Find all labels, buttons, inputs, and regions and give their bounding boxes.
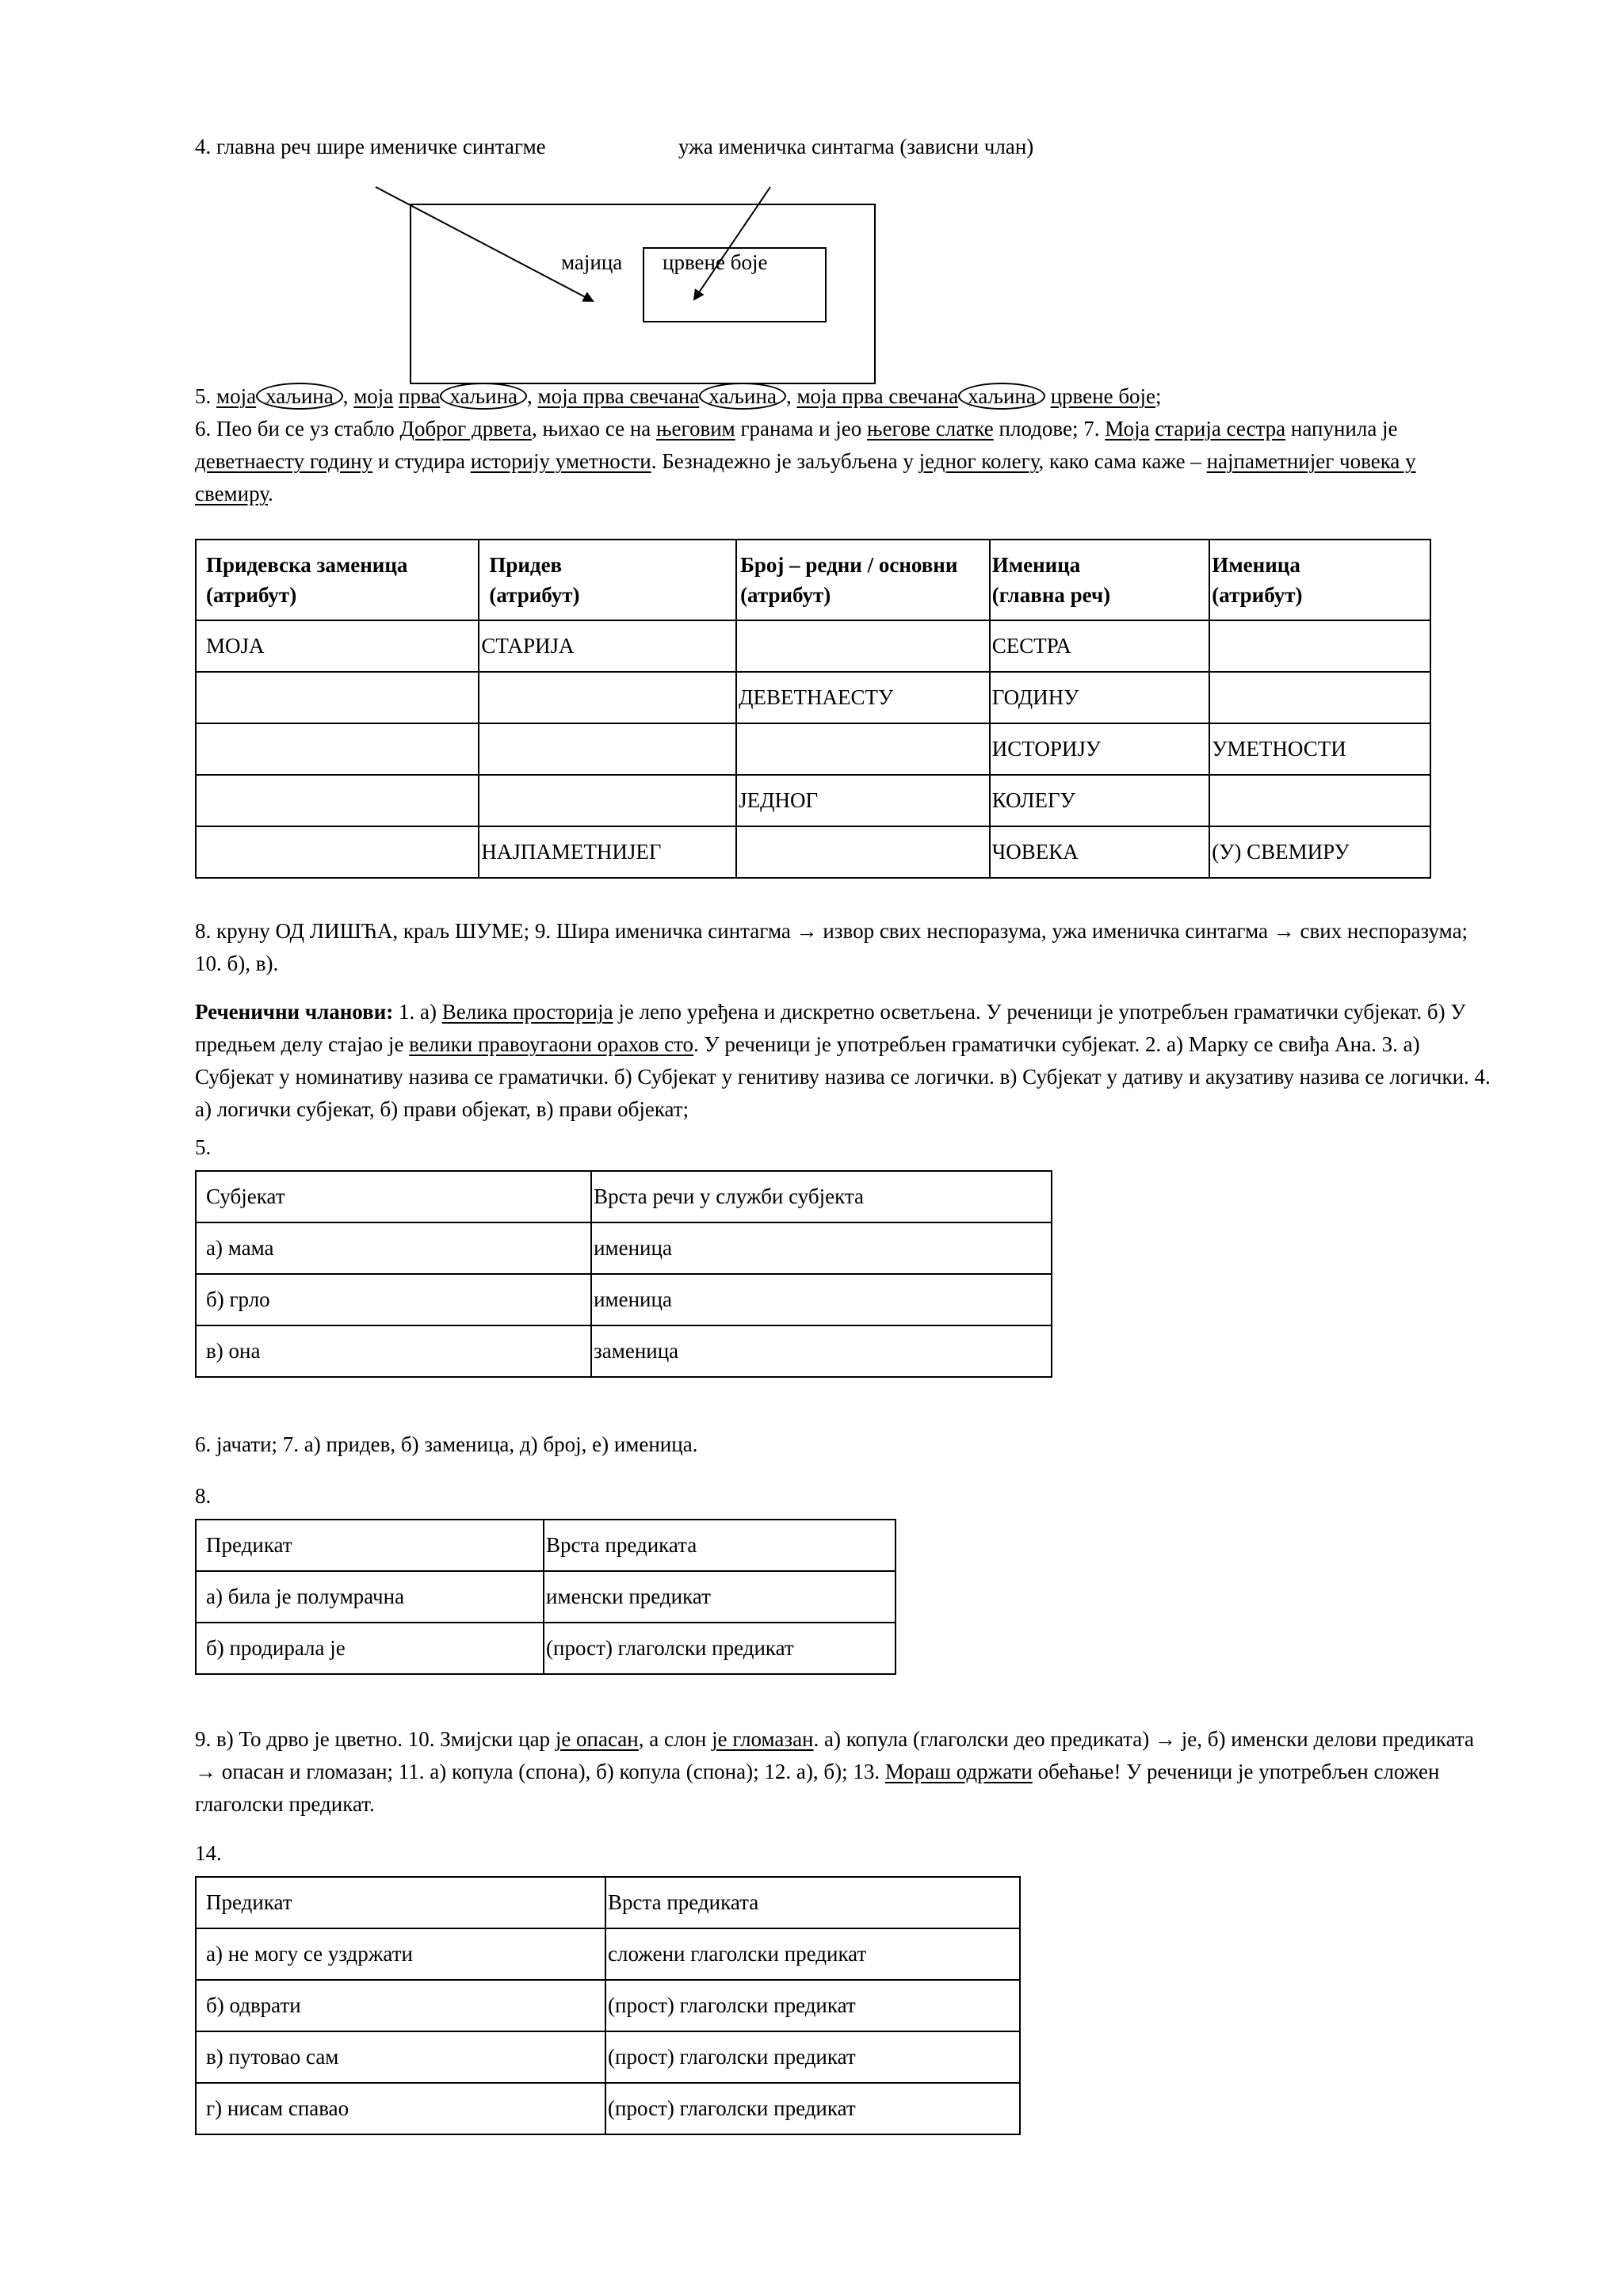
text: гранама и јео [735, 417, 868, 441]
item5-phrase: моја прва свечана [796, 384, 959, 408]
predicate-table-8 [195, 1519, 896, 1675]
table-cell [196, 723, 479, 775]
table-row [196, 1571, 896, 1623]
header-cell: Врста предиката [544, 1520, 896, 1571]
table-cell: б) грло [196, 1274, 591, 1325]
header-cell: Именица (атрибут) [1209, 540, 1430, 620]
table-row [196, 672, 1430, 723]
item5-phrase: моја [216, 384, 257, 408]
text: обећање! У реченици је употребљен сложен глаголски предикат. [195, 1760, 1440, 1816]
attribute-underlined: деветнаесту годину [195, 449, 373, 473]
table-cell [196, 672, 479, 723]
attribute-table [195, 539, 1431, 879]
text: . а) копула (глаголски део предиката) → је, б) именски делови предиката → опасан и гломазан; 11. а) копула (спона), б) копула (спона); 12. а), б); 13. [195, 1727, 1475, 1783]
item6-line: 6. јачати; 7. а) придев, б) заменица, д) број, е) именица. [195, 1432, 698, 1456]
attribute-underlined: једног колегу [918, 449, 1039, 473]
table-cell: (прост) глаголски предикат [544, 1623, 896, 1674]
predicate-underlined: Мораш одржати [884, 1760, 1033, 1783]
item4-label-left: 4. главна реч шире именичке синтагме [195, 135, 546, 158]
table-header-row [196, 1877, 1020, 1928]
table-row [196, 1325, 1052, 1377]
table-cell: (прост) глаголски предикат [605, 1980, 1020, 2031]
table-cell [196, 775, 479, 826]
attribute-underlined: историју уметности [470, 449, 651, 473]
table-cell: МОЈА [196, 620, 479, 672]
text: . Безнадежно је заљубљена у [651, 449, 919, 473]
table-row [196, 1623, 896, 1674]
table-cell: (прост) глаголски предикат [605, 2083, 1020, 2134]
table-cell: НАЈПАМЕТНИЈЕГ [479, 826, 736, 878]
item6-paragraph [195, 413, 1495, 510]
table-row [196, 1928, 1020, 1980]
item5-head-word: хаљина [699, 383, 786, 410]
text: . [268, 482, 273, 505]
text: је лепо уређена и дискретно осветљена. У реченици је употребљен граматички субјекат. б) У предњем делу стајао је [195, 1000, 1466, 1056]
item5-head-word: хаљина [440, 383, 527, 410]
section-heading: Реченични чланови: [195, 1000, 394, 1024]
table-cell: именица [591, 1274, 1052, 1325]
predicate-underlined: је опасан [555, 1727, 639, 1751]
item5-phrase: моја [353, 384, 394, 408]
item8-paragraph: 8. круну ОД ЛИШЋА, краљ ШУМЕ; 9. Шира именичка синтагма → извор свих неспоразума, ужа именичка синтагма → свих неспоразума; 10. б), в). [195, 919, 1468, 975]
text: плодове; 7. [993, 417, 1106, 441]
table-row [196, 2083, 1020, 2134]
table-cell: ЈЕДНОГ [736, 775, 990, 826]
sentence-members-paragraph [195, 996, 1495, 1126]
predicate-table-14 [195, 1876, 1021, 2135]
attribute-underlined: Доброг дрвета [399, 417, 532, 441]
table-cell: заменица [591, 1325, 1052, 1377]
text: напунила је [1285, 417, 1398, 441]
table-cell: сложени глаголски предикат [605, 1928, 1020, 1980]
item5-line [195, 380, 1162, 413]
table-cell: б) одврати [196, 1980, 605, 2031]
header-cell: Предикат [196, 1877, 605, 1928]
table-cell: в) она [196, 1325, 591, 1377]
attribute-underlined: његове слатке [867, 417, 994, 441]
item5-phrase: прва [399, 384, 441, 408]
table-cell: (прост) глаголски предикат [605, 2031, 1020, 2083]
sep: ; [1155, 384, 1162, 408]
table-cell: г) нисам спавао [196, 2083, 605, 2134]
item4-label-right: ужа именичка синтагма (зависни члан) [678, 135, 1034, 158]
label-14: 14. [195, 1841, 222, 1865]
table-cell [736, 826, 990, 878]
predicate-underlined: је гломазан [712, 1727, 814, 1751]
label-5: 5. [195, 1135, 212, 1159]
table-cell: а) не могу се уздржати [196, 1928, 605, 1980]
table-cell: а) мама [196, 1222, 591, 1274]
text: . У реченици је употребљен граматички субјекат. 2. а) Марку се свиђа Ана. 3. а) Субјекат у номинативу назива се граматички. б) Субјекат у генитиву назива се логички. в) Субјекат у дативу и акузативу назива се логички. 4. а) логички субјекат, б) прави објекат, в) прави објекат; [195, 1032, 1491, 1121]
table-cell [736, 620, 990, 672]
table-cell: в) путовао сам [196, 2031, 605, 2083]
table-cell: ИСТОРИЈУ [990, 723, 1210, 775]
table-cell: КОЛЕГУ [990, 775, 1210, 826]
header-cell: Врста предиката [605, 1877, 1020, 1928]
text: , њихао се на [531, 417, 657, 441]
table-cell: именски предикат [544, 1571, 896, 1623]
subject-table [195, 1170, 1052, 1378]
header-cell: Врста речи у служби субјекта [591, 1171, 1052, 1222]
table-cell: именица [591, 1222, 1052, 1274]
table-header-row [196, 1520, 896, 1571]
header-cell: Именица (главна реч) [990, 540, 1210, 620]
table-cell: СТАРИЈА [479, 620, 736, 672]
table-cell [479, 723, 736, 775]
item5-phrase: моја прва свечана [537, 384, 700, 408]
sep: , [342, 384, 349, 408]
attribute-underlined: Моја [1105, 417, 1150, 441]
text: , како сама каже – [1038, 449, 1207, 473]
table-cell [1209, 775, 1430, 826]
table-cell: СЕСТРА [990, 620, 1210, 672]
sep: , [527, 384, 533, 408]
table-cell: ЧОВЕКА [990, 826, 1210, 878]
table-cell [479, 775, 736, 826]
text: 1. а) [393, 1000, 442, 1024]
header-cell: Субјекат [196, 1171, 591, 1222]
table-row [196, 775, 1430, 826]
table-row [196, 723, 1430, 775]
subject-underlined: велики правоугаони орахов сто [409, 1032, 694, 1056]
table-cell: б) продирала је [196, 1623, 544, 1674]
table-row [196, 1980, 1020, 2031]
table-row [196, 1222, 1052, 1274]
text: и студира [372, 449, 471, 473]
table-cell [479, 672, 736, 723]
table-row [196, 1274, 1052, 1325]
text: , а слон [638, 1727, 712, 1751]
label-8: 8. [195, 1484, 212, 1508]
attribute-underlined: његовим [656, 417, 735, 441]
attribute-underlined: старија сестра [1155, 417, 1286, 441]
table-header-row [196, 1171, 1052, 1222]
table-cell: УМЕТНОСТИ [1209, 723, 1430, 775]
table-cell: ДЕВЕТНАЕСТУ [736, 672, 990, 723]
item9-paragraph [195, 1723, 1495, 1821]
box-word-dependent: црвене боје [663, 250, 768, 274]
attribute-underlined: најпаметнијег човека у свемиру [195, 449, 1416, 505]
text: 9. в) То дрво је цветно. 10. Змијски цар [195, 1727, 556, 1751]
header-cell: Предикат [196, 1520, 544, 1571]
table-row [196, 620, 1430, 672]
table-cell [196, 826, 479, 878]
table-row [196, 2031, 1020, 2083]
table-cell [1209, 620, 1430, 672]
header-cell: Придев (атрибут) [479, 540, 736, 620]
text: 6. Пео би се уз стабло [195, 417, 400, 441]
table-cell [736, 723, 990, 775]
header-cell: Придевска заменица (атрибут) [196, 540, 479, 620]
table-cell: а) била је полумрачна [196, 1571, 544, 1623]
table-cell: ГОДИНУ [990, 672, 1210, 723]
item5-phrase: црвене боје [1050, 384, 1156, 408]
item5-head-word: хаљина [256, 383, 343, 410]
item5-head-word: хаљина [958, 383, 1045, 410]
subject-underlined: Велика просторија [441, 1000, 613, 1024]
sep: , [785, 384, 792, 408]
table-header-row [196, 540, 1430, 620]
header-cell: Број – редни / основни (атрибут) [736, 540, 990, 620]
syntagm-diagram [0, 0, 1623, 396]
table-row [196, 826, 1430, 878]
box-word-main: мајица [561, 250, 623, 274]
item5-number: 5. [195, 384, 212, 408]
table-cell: (У) СВЕМИРУ [1209, 826, 1430, 878]
table-cell [1209, 672, 1430, 723]
